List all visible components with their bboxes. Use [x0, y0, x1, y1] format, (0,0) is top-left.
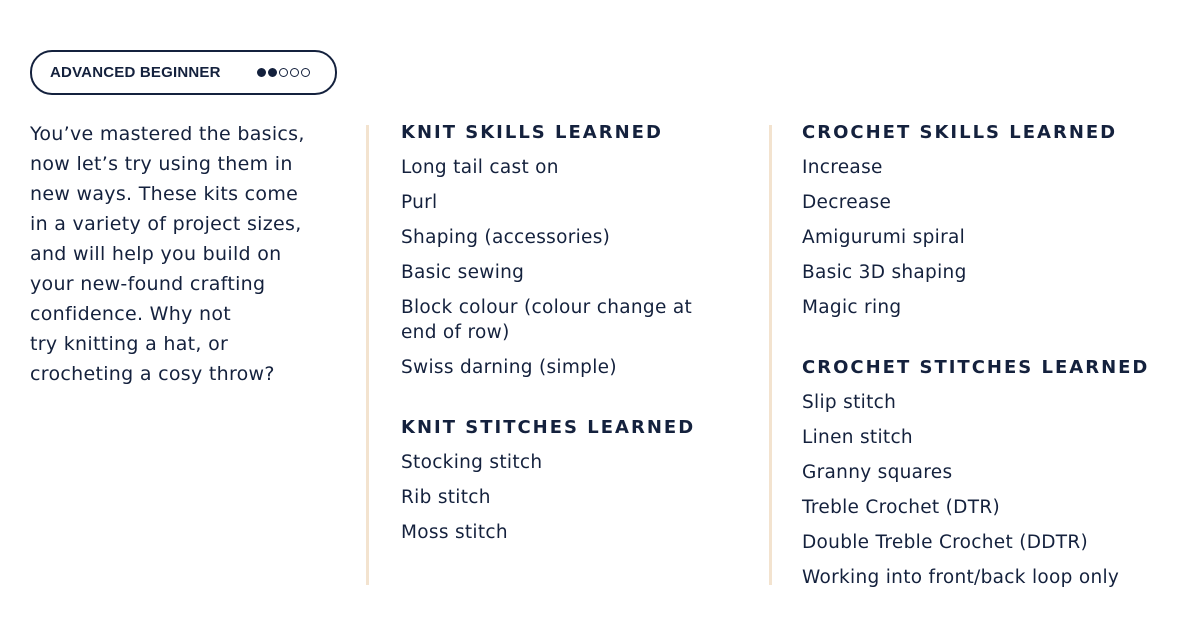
level-dot-3 [279, 68, 288, 77]
intro-line: in a variety of project sizes, [30, 213, 302, 235]
crochet-stitches-heading: CROCHET STITCHES LEARNED [802, 357, 1150, 378]
column-divider-left [366, 125, 369, 585]
level-dot-1 [257, 68, 266, 77]
list-item: Linen stitch [802, 427, 913, 448]
intro-line: crocheting a cosy throw? [30, 363, 275, 385]
list-item: Slip stitch [802, 392, 897, 413]
intro-line: confidence. Why not [30, 303, 232, 325]
list-item: Moss stitch [401, 522, 508, 543]
knit-skills-list [401, 155, 721, 380]
list-item: Basic 3D shaping [802, 262, 967, 283]
knit-stitches-list [401, 450, 721, 545]
list-item: Double Treble Crochet (DDTR) [802, 532, 1089, 553]
knit-stitches-heading: KNIT STITCHES LEARNED [401, 417, 696, 438]
list-item: Purl [401, 192, 438, 213]
list-item: Treble Crochet (DTR) [802, 497, 1000, 518]
list-item: Swiss darning (simple) [401, 357, 617, 378]
list-item: Shaping (accessories) [401, 227, 611, 248]
crochet-column [802, 120, 1149, 600]
crochet-skills-list [802, 155, 1149, 320]
skill-level-dots [257, 68, 310, 77]
skill-level-badge [30, 50, 337, 95]
column-divider-right [769, 125, 772, 585]
list-item: Working into front/back loop only [802, 567, 1120, 588]
list-item: Granny squares [802, 462, 953, 483]
crochet-stitches-list [802, 390, 1149, 590]
level-dot-4 [290, 68, 299, 77]
level-dot-5 [301, 68, 310, 77]
intro-paragraph [30, 119, 350, 389]
list-item: Long tail cast on [401, 157, 559, 178]
list-item: Amigurumi spiral [802, 227, 966, 248]
intro-line: try knitting a hat, or [30, 333, 229, 355]
intro-line: now let’s try using them in [30, 153, 293, 175]
crochet-skills-heading: CROCHET SKILLS LEARNED [802, 122, 1118, 143]
intro-line: your new-found crafting [30, 273, 266, 295]
skill-level-label: ADVANCED BEGINNER [50, 64, 221, 81]
knit-column [401, 120, 721, 555]
knit-skills-heading: KNIT SKILLS LEARNED [401, 122, 663, 143]
list-item: Basic sewing [401, 262, 525, 283]
list-item: Magic ring [802, 297, 902, 318]
level-dot-2 [268, 68, 277, 77]
list-item: Increase [802, 157, 883, 178]
intro-line: and will help you build on [30, 243, 282, 265]
intro-line: You’ve mastered the basics, [30, 123, 305, 145]
intro-line: new ways. These kits come [30, 183, 299, 205]
list-item: Decrease [802, 192, 892, 213]
list-item: Block colour (colour change at end of row) [401, 297, 693, 343]
list-item: Rib stitch [401, 487, 491, 508]
list-item: Stocking stitch [401, 452, 543, 473]
